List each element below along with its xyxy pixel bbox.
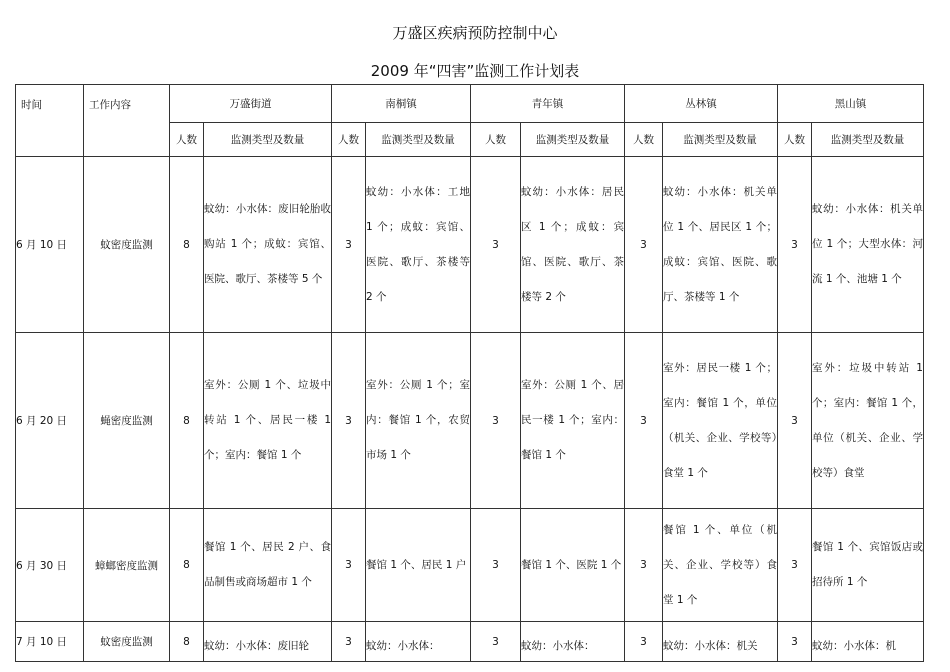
cell-count: 3 [471, 622, 521, 662]
header-town: 南桐镇 [332, 85, 471, 123]
cell-count: 3 [778, 157, 812, 333]
table-header-row [16, 85, 924, 123]
cell-count: 3 [332, 509, 366, 622]
cell-count: 3 [778, 509, 812, 622]
cell-count: 3 [332, 333, 366, 509]
table-row [16, 622, 924, 662]
row-task: 蟑螂密度监测 [84, 509, 170, 622]
cell-monitoring-type: 餐馆 1 个、居民 2 户、食品制售或商场超市 1 个 [204, 509, 332, 622]
cell-count: 3 [332, 157, 366, 333]
cell-monitoring-type: 蚊幼：小水体：居民区 1 个；成蚊：宾馆、医院、歌厅、茶楼等 2 个 [521, 157, 625, 333]
cell-count: 3 [778, 333, 812, 509]
row-date: 6 月 30 日 [16, 509, 84, 622]
subheader-type: 监测类型及数量 [663, 123, 778, 157]
row-date: 7 月 10 日 [16, 622, 84, 662]
row-task: 蝇密度监测 [84, 333, 170, 509]
subheader-type: 监测类型及数量 [812, 123, 924, 157]
cell-monitoring-type: 餐馆 1 个、宾馆饭店或招待所 1 个 [812, 509, 924, 622]
subheader-count: 人数 [471, 123, 521, 157]
cell-monitoring-type: 室外：公厕 1 个、居民一楼 1 个；室内：餐馆 1 个 [521, 333, 625, 509]
header-town: 万盛街道 [170, 85, 332, 123]
cell-monitoring-type: 蚊幼：小水体： [521, 622, 625, 662]
cell-monitoring-type: 蚊幼：小水体：工地 1 个；成蚊：宾馆、医院、歌厅、茶楼等 2 个 [366, 157, 471, 333]
header-town: 青年镇 [471, 85, 625, 123]
table-row [16, 509, 924, 622]
header-time: 时间 [16, 85, 84, 157]
cell-monitoring-type: 蚊幼：小水体：机 [812, 622, 924, 662]
cell-count: 3 [471, 509, 521, 622]
row-date: 6 月 10 日 [16, 157, 84, 333]
header-town: 黑山镇 [778, 85, 924, 123]
subheader-type: 监测类型及数量 [204, 123, 332, 157]
cell-count: 3 [471, 333, 521, 509]
cell-count: 3 [625, 622, 663, 662]
document-title: 2009 年“四害”监测工作计划表 [370, 62, 580, 80]
cell-monitoring-type: 室外：垃圾中转站 1 个；室内：餐馆 1 个，单位（机关、企业、学校等）食堂 [812, 333, 924, 509]
table-row [16, 157, 924, 333]
cell-monitoring-type: 餐馆 1 个、医院 1 个 [521, 509, 625, 622]
header-task: 工作内容 [84, 85, 170, 157]
cell-count: 8 [170, 509, 204, 622]
row-date: 6 月 20 日 [16, 333, 84, 509]
cell-count: 3 [625, 509, 663, 622]
cell-monitoring-type: 蚊幼：小水体：机关单位 1 个；大型水体：河流 1 个、池塘 1 个 [812, 157, 924, 333]
cell-count: 8 [170, 622, 204, 662]
cell-monitoring-type: 蚊幼：小水体：废旧轮胎收购站 1 个；成蚊：宾馆、医院、歌厅、茶楼等 5 个 [204, 157, 332, 333]
cell-monitoring-type: 蚊幼：小水体：机关 [663, 622, 778, 662]
cell-monitoring-type: 室外：公厕 1 个、垃圾中转站 1 个、居民一楼 1 个；室内：餐馆 1 个 [204, 333, 332, 509]
cell-count: 3 [332, 622, 366, 662]
subheader-count: 人数 [170, 123, 204, 157]
cell-monitoring-type: 餐馆 1 个、居民 1 户 [366, 509, 471, 622]
subheader-count: 人数 [625, 123, 663, 157]
header-town: 丛林镇 [625, 85, 778, 123]
cell-monitoring-type: 蚊幼：小水体： [366, 622, 471, 662]
monitoring-plan-table [15, 84, 924, 662]
subheader-type: 监测类型及数量 [521, 123, 625, 157]
cell-monitoring-type: 餐馆 1 个、单位（机关、企业、学校等）食堂 1 个 [663, 509, 778, 622]
cell-count: 3 [625, 157, 663, 333]
cell-count: 8 [170, 157, 204, 333]
subheader-type: 监测类型及数量 [366, 123, 471, 157]
row-task: 蚊密度监测 [84, 157, 170, 333]
cell-count: 3 [625, 333, 663, 509]
cell-monitoring-type: 蚊幼：小水体：机关单位 1 个、居民区 1 个；成蚊：宾馆、医院、歌厅、茶楼等 1 个 [663, 157, 778, 333]
row-task: 蚊密度监测 [84, 622, 170, 662]
cell-count: 3 [778, 622, 812, 662]
cell-monitoring-type: 室外：居民一楼 1 个；室内：餐馆 1 个，单位（机关、企业、学校等）食堂 1 个 [663, 333, 778, 509]
table-row [16, 333, 924, 509]
subheader-count: 人数 [332, 123, 366, 157]
organization-name: 万盛区疾病预防控制中心 [392, 24, 558, 42]
cell-count: 3 [471, 157, 521, 333]
cell-monitoring-type: 蚊幼：小水体：废旧轮 [204, 622, 332, 662]
cell-monitoring-type: 室外：公厕 1 个；室内：餐馆 1 个，农贸市场 1 个 [366, 333, 471, 509]
subheader-count: 人数 [778, 123, 812, 157]
cell-count: 8 [170, 333, 204, 509]
